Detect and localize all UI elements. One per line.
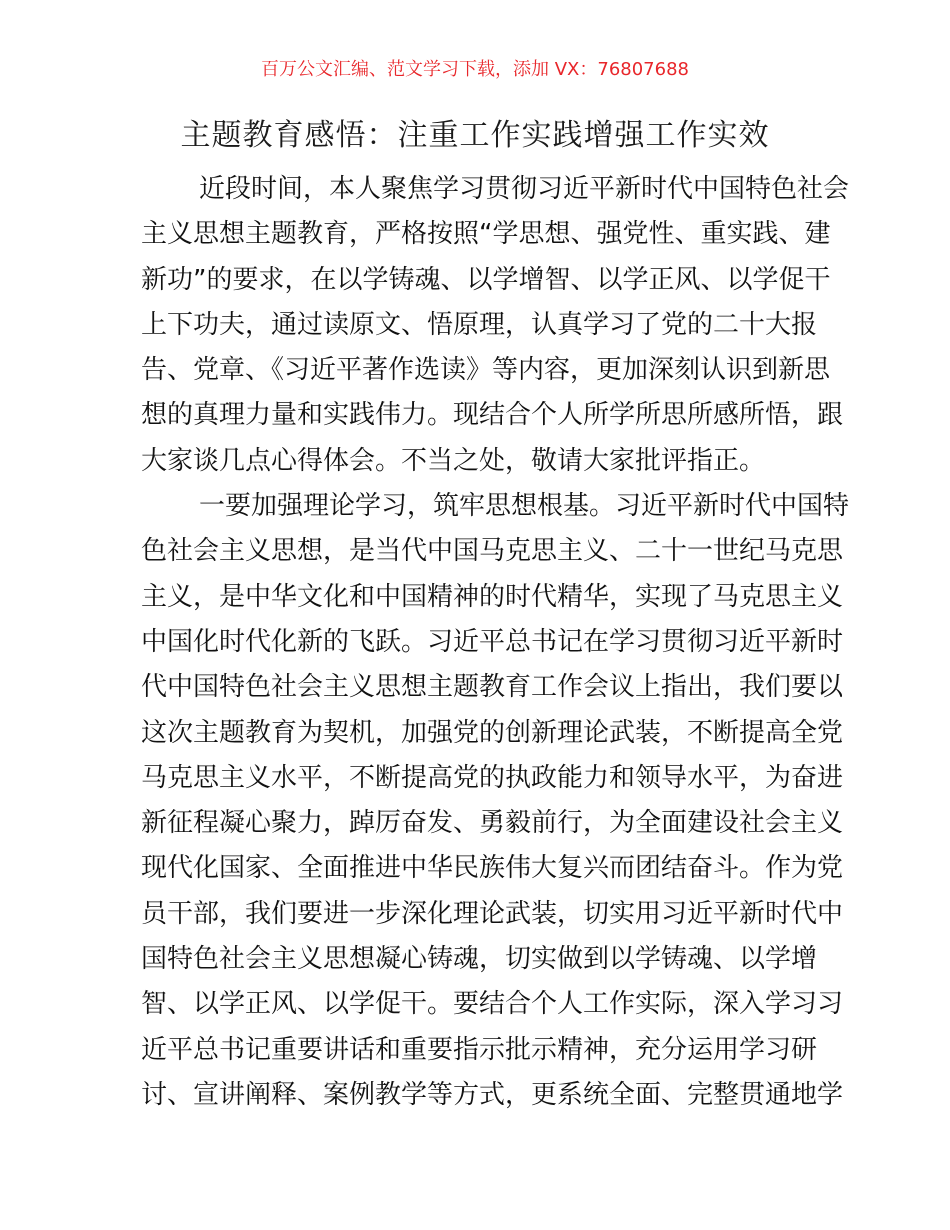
text-line: 色社会主义思想，是当代中国马克思主义、二十一世纪马克思 [141,536,844,567]
document-body [141,167,850,1118]
text-line: 新征程凝心聚力，踔厉奋发、勇毅前行，为全面建设社会主义 [141,808,844,839]
text-line: 员干部，我们要进一步深化理论武装，切实用习近平新时代中 [141,898,844,929]
text-line: 代中国特色社会主义思想主题教育工作会议上指出，我们要以 [141,672,844,703]
text-line: 智、以学正风、以学促干。要结合个人工作实际，深入学习习 [141,989,844,1020]
text-line: 讨、宣讲阐释、案例教学等方式，更系统全面、完整贯通地学 [141,1079,844,1110]
text-line: 这次主题教育为契机，加强党的创新理论武装，不断提高全党 [141,717,844,748]
text-line: 近平总书记重要讲话和重要指示批示精神，充分运用学习研 [141,1034,818,1065]
paragraph-intro [141,167,850,484]
text-line: 新功”的要求，在以学铸魂、以学增智、以学正风、以学促干 [141,264,831,295]
watermark-header: 百万公文汇编、范文学习下载，添加 VX：76807688 [261,59,689,80]
text-line: 想的真理力量和实践伟力。现结合个人所学所思所感所悟，跟 [141,400,844,431]
text-line: 一要加强理论学习，筑牢思想根基。习近平新时代中国特 [199,491,850,522]
text-line: 上下功夫，通过读原文、悟原理，认真学习了党的二十大报 [141,309,818,340]
text-line: 告、党章、《习近平著作选读》等内容，更加深刻认识到新思 [141,355,831,386]
text-line: 现代化国家、全面推进中华民族伟大复兴而团结奋斗。作为党 [141,853,844,884]
text-line: 近段时间，本人聚焦学习贯彻习近平新时代中国特色社会 [199,174,850,204]
text-line: 中国化时代化新的飞跃。习近平总书记在学习贯彻习近平新时 [141,626,844,657]
text-line: 主义思想主题教育，严格按照“学思想、强党性、重实践、建 [141,219,831,250]
document-title: 主题教育感悟：注重工作实践增强工作实效 [180,118,770,153]
text-line: 国特色社会主义思想凝心铸魂，切实做到以学铸魂、以学增 [141,944,818,975]
text-line: 马克思主义水平，不断提高党的执政能力和领导水平，为奋进 [141,762,844,793]
text-line: 主义，是中华文化和中国精神的时代精华，实现了马克思主义 [141,581,844,612]
paragraph-theory-study [141,484,850,1118]
text-line: 大家谈几点心得体会。不当之处，敬请大家批评指正。 [141,445,766,476]
